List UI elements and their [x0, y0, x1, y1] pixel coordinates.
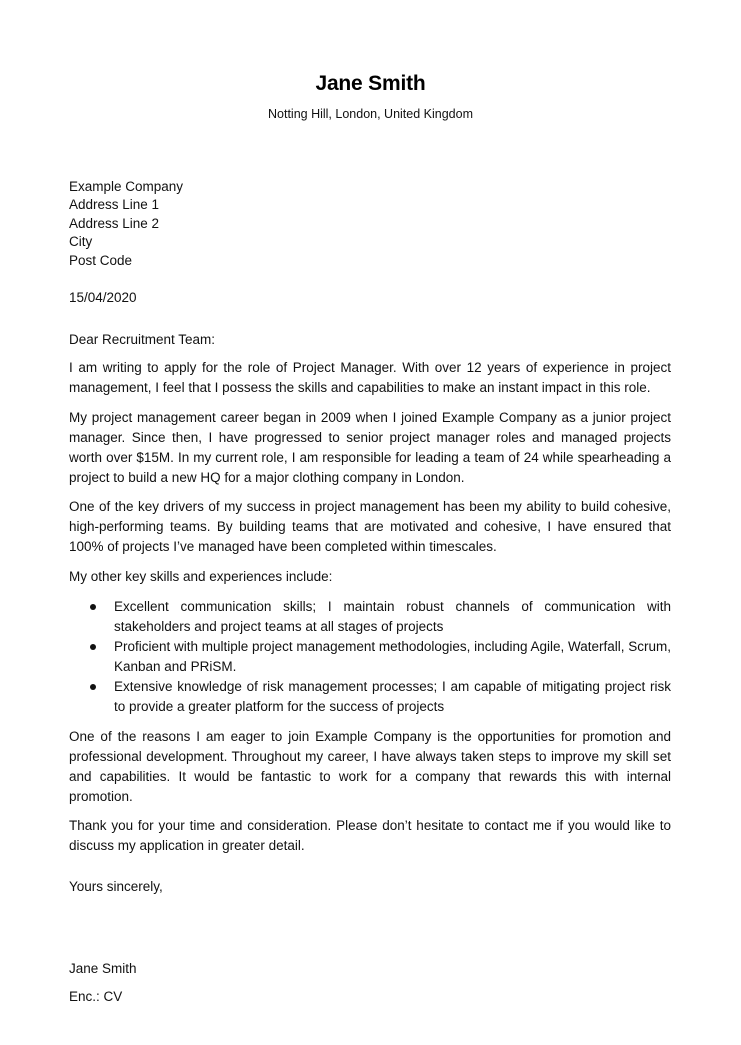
recipient-company: Example Company — [69, 179, 184, 194]
applicant-location: Notting Hill, London, United Kingdom — [268, 107, 473, 121]
bullet-icon — [90, 604, 96, 610]
letter-date: 15/04/2020 — [69, 290, 137, 305]
applicant-name: Jane Smith — [315, 72, 426, 95]
paragraph-thanks: Thank you for your time and consideration. Please don’t hesitate to contact me if you would like to discuss my application in greater detail. — [69, 818, 671, 853]
recipient-address-line-2: Address Line 2 — [69, 215, 160, 231]
skill-text: Excellent communication skills; I maintain robust channels of communication with stakeholders and project teams at all stages of projects — [114, 599, 671, 634]
enclosure: Enc.: CV — [69, 989, 123, 1004]
paragraph-reasons: One of the reasons I am eager to join Example Company is the opportunities for promotion and professional development. Throughout my career, I have always taken steps to improve my skill set and capabilities. It would be fantastic to work for a company that rewards this with internal promotion. — [69, 729, 671, 804]
recipient-address-line-1: Address Line 1 — [69, 197, 160, 213]
paragraph-career: My project management career began in 2009 when I joined Example Company as a junior project manager. Since then, I have progressed to senior project manager roles and managed projects worth over $15M. In my current role, I am responsible for leading a team of 24 while spearheading a project to build a new HQ for a major clothing company in London. — [69, 410, 671, 485]
list-item — [69, 597, 671, 637]
skills-list — [69, 597, 671, 717]
list-item — [69, 677, 671, 717]
skill-text: Extensive knowledge of risk management processes; I am capable of mitigating project risk to provide a greater platform for the success of projects — [114, 679, 671, 714]
recipient-address — [69, 178, 671, 270]
signature-name: Jane Smith — [69, 961, 137, 976]
paragraph-intro: I am writing to apply for the role of Project Manager. With over 12 years of experience in project management, I feel that I possess the skills and capabilities to make an instant impact in this role. — [69, 360, 671, 395]
closing: Yours sincerely, — [69, 879, 163, 894]
recipient-post-code: Post Code — [69, 252, 133, 268]
bullet-icon — [90, 644, 96, 650]
bullet-icon — [90, 684, 96, 690]
list-item — [69, 637, 671, 677]
skill-text: Proficient with multiple project management methodologies, including Agile, Waterfall, Scrum, Kanban and PRiSM. — [114, 639, 672, 674]
recipient-city: City — [69, 234, 93, 250]
paragraph-teams: One of the key drivers of my success in project management has been my ability to build cohesive, high-performing teams. By building teams that are motivated and cohesive, I have ensured that 100% of projects I’ve managed have been completed within timescales. — [69, 499, 671, 554]
salutation: Dear Recruitment Team: — [69, 332, 216, 347]
paragraph-skills-intro: My other key skills and experiences include: — [69, 569, 333, 584]
